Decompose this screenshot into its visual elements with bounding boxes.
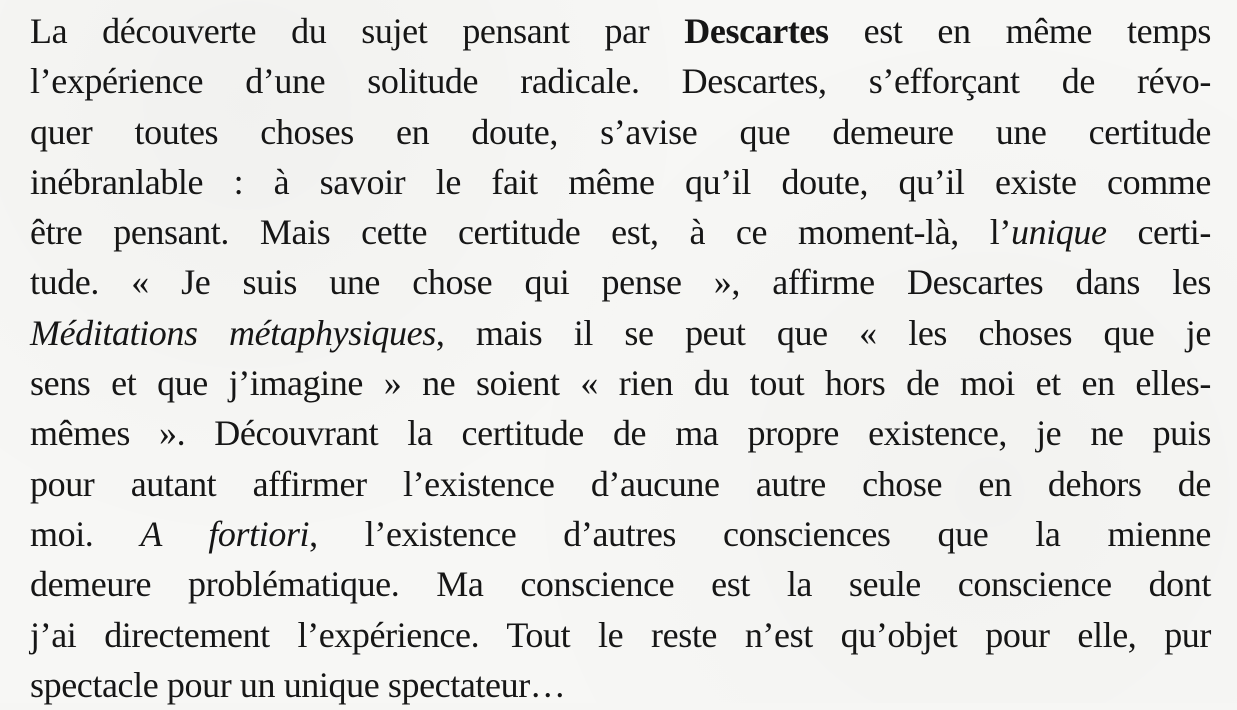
latin-phrase-italic: A fortiori <box>140 513 310 554</box>
text-span: certi- <box>1106 212 1211 253</box>
text-line-13 <box>30 610 1211 660</box>
text-span: être pensant. Mais cette certitude est, à ce moment-là, l’ <box>30 212 1011 253</box>
text-span: demeure problématique. Ma conscience est la seule conscience dont <box>30 564 1211 605</box>
text-line-2 <box>30 56 1211 106</box>
text-span: tude. « Je suis une chose qui pense », affirme Descartes dans les <box>30 262 1211 303</box>
text-span: j’ai directement l’expérience. Tout le reste n’est qu’objet pour elle, pur <box>30 614 1211 655</box>
text-line-1 <box>30 6 1211 56</box>
text-span: , l’existence d’autres consciences que la mienne <box>309 513 1212 554</box>
text-span: mêmes ». Découvrant la certitude de ma propre existence, je ne puis <box>30 413 1211 454</box>
text-line-9 <box>30 408 1211 458</box>
text-span: , mais il se peut que « les choses que je <box>435 312 1211 353</box>
text-span: pour autant affirmer l’existence d’aucune autre chose en dehors de <box>30 463 1211 504</box>
text-span: sens et que j’imagine » ne soient « rien du tout hors de moi et en elles- <box>30 363 1211 404</box>
text-span: La découverte du sujet pensant par <box>30 11 685 51</box>
emphasis-italic: unique <box>1010 212 1107 253</box>
text-line-7 <box>30 308 1211 358</box>
text-line-5 <box>30 207 1211 257</box>
text-line-3 <box>30 107 1211 157</box>
text-line-12 <box>30 559 1211 609</box>
text-span: quer toutes choses en doute, s’avise que demeure une certitude <box>30 111 1211 152</box>
text-line-10 <box>30 459 1211 509</box>
text-span: inébranlable : à savoir le fait même qu’il doute, qu’il existe comme <box>30 161 1211 202</box>
text-span: spectacle pour un unique spectateur… <box>30 664 566 705</box>
text-line-8 <box>30 358 1211 408</box>
author-name-bold: Descartes <box>684 11 829 51</box>
text-span: moi. <box>30 513 141 554</box>
text-span: est en même temps <box>828 11 1211 51</box>
book-title-italic: Méditations métaphysiques <box>30 312 436 353</box>
text-block <box>30 6 1211 710</box>
text-line-6 <box>30 257 1211 307</box>
text-line-11 <box>30 509 1211 559</box>
text-line-4 <box>30 157 1211 207</box>
text-span: l’expérience d’une solitude radicale. Descartes, s’efforçant de révo- <box>30 61 1211 102</box>
text-line-14 <box>30 660 1211 710</box>
